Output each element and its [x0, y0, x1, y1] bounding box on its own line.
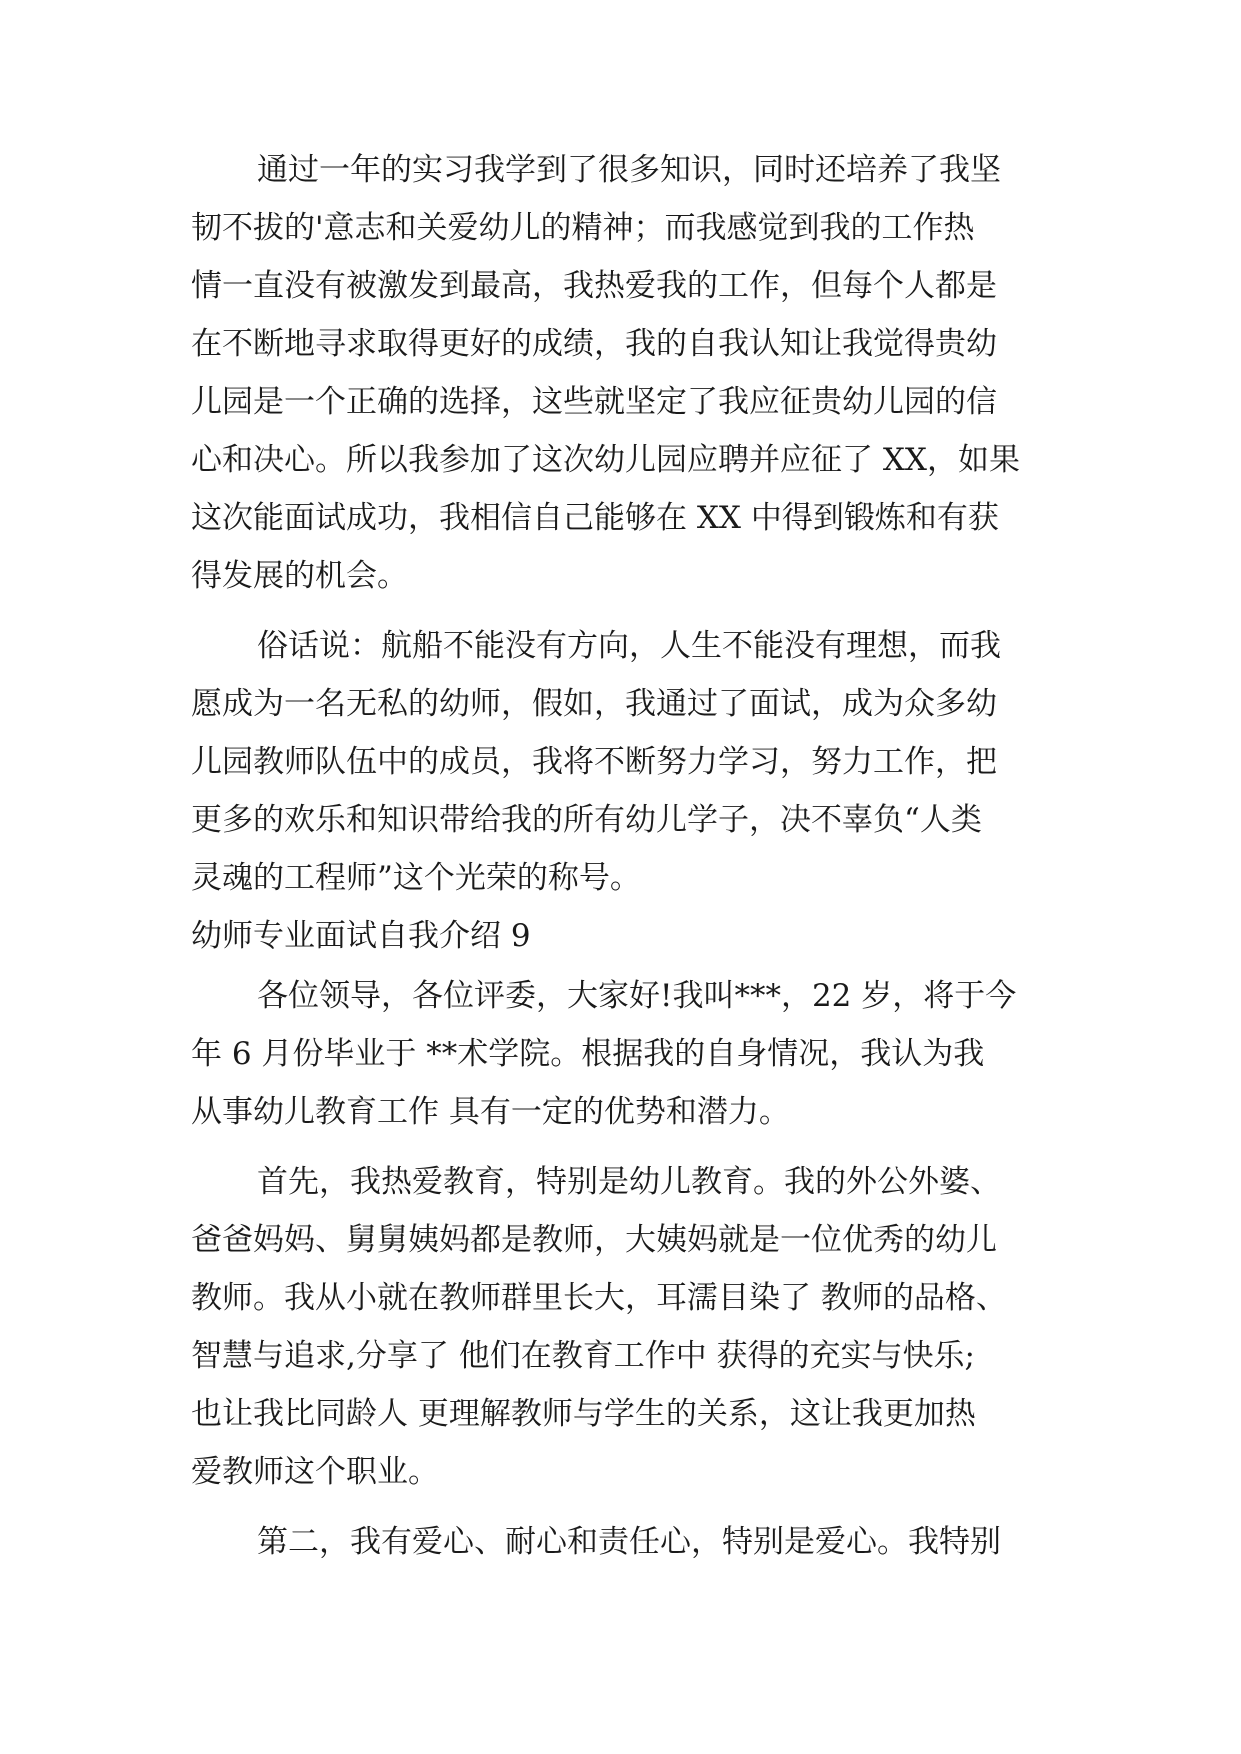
paragraph-line: 这次能面试成功，我相信自己能够在 XX 中得到锻炼和有获 [191, 500, 999, 536]
paragraph-line: 在不断地寻求取得更好的成绩，我的自我认知让我觉得贵幼 [191, 326, 997, 362]
paragraph-line: 通过一年的实习我学到了很多知识，同时还培养了我坚 [257, 152, 1001, 188]
paragraph-line: 愿成为一名无私的幼师，假如，我通过了面试，成为众多幼 [191, 686, 997, 722]
paragraph-line: 智慧与追求,分享了 他们在教育工作中 获得的充实与快乐; [191, 1338, 976, 1374]
paragraph-line: 爱教师这个职业。 [191, 1454, 439, 1490]
paragraph-line: 爸爸妈妈、舅舅姨妈都是教师，大姨妈就是一位优秀的幼儿 [191, 1222, 997, 1258]
paragraph-line: 儿园是一个正确的选择，这些就坚定了我应征贵幼儿园的信 [191, 384, 997, 420]
paragraph-line: 更多的欢乐和知识带给我的所有幼儿学子，决不辜负“人类 [191, 802, 982, 838]
paragraph-line: 首先，我热爱教育，特别是幼儿教育。我的外公外婆、 [257, 1164, 1001, 1200]
section-heading: 幼师专业面试自我介绍 9 [191, 918, 531, 954]
paragraph-line: 灵魂的工程师”这个光荣的称号。 [191, 860, 641, 896]
paragraph-line: 各位领导，各位评委，大家好!我叫***，22 岁，将于今 [257, 978, 1017, 1014]
paragraph-line: 心和决心。所以我参加了这次幼儿园应聘并应征了 XX，如果 [191, 442, 1020, 478]
paragraph-line: 儿园教师队伍中的成员，我将不断努力学习，努力工作，把 [191, 744, 997, 780]
paragraph-line: 也让我比同龄人 更理解教师与学生的关系，这让我更加热 [191, 1396, 976, 1432]
paragraph-line: 第二，我有爱心、耐心和责任心，特别是爱心。我特别 [257, 1524, 1001, 1560]
paragraph-line: 情一直没有被激发到最高，我热爱我的工作，但每个人都是 [191, 268, 997, 304]
paragraph-line: 韧不拔的'意志和关爱幼儿的精神；而我感觉到我的工作热 [191, 210, 975, 246]
paragraph-line: 从事幼儿教育工作 具有一定的优势和潜力。 [191, 1094, 790, 1130]
paragraph-line: 得发展的机会。 [191, 558, 408, 594]
paragraph-line: 教师。我从小就在教师群里长大，耳濡目染了 教师的品格、 [191, 1280, 1007, 1316]
paragraph-line: 年 6 月份毕业于 **术学院。根据我的自身情况，我认为我 [191, 1036, 985, 1072]
paragraph-line: 俗话说：航船不能没有方向，人生不能没有理想，而我 [257, 628, 1001, 664]
